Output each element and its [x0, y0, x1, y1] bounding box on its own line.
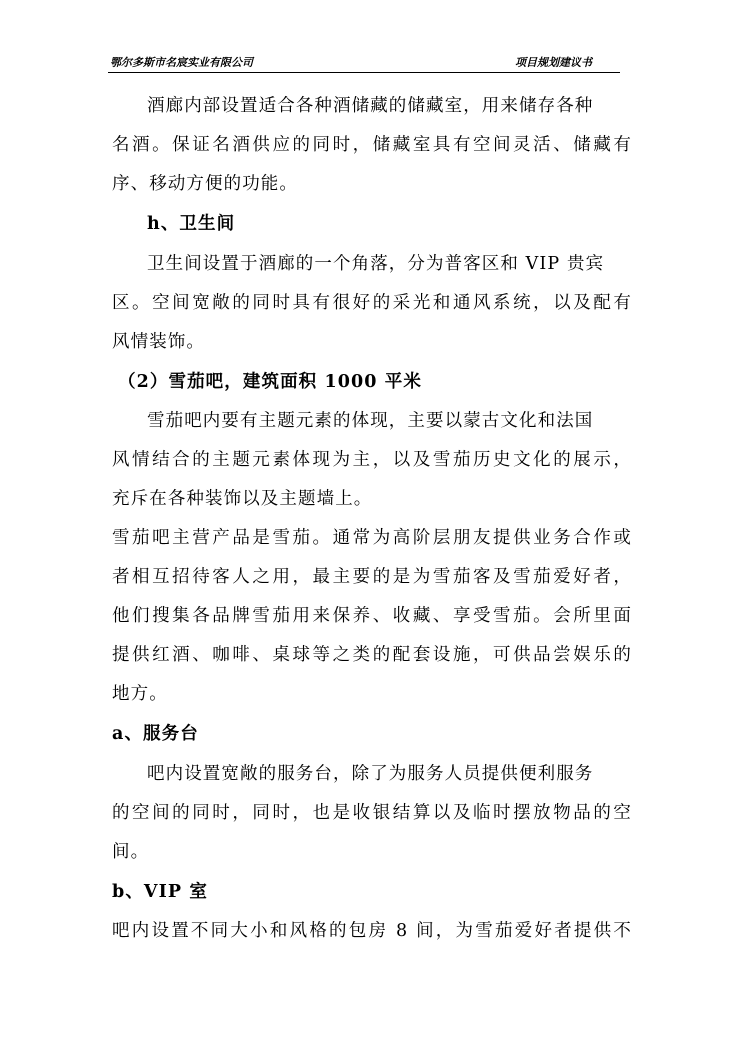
- paragraph-line: 提供红酒、咖啡、桌球等之类的配套设施，可供品尝娱乐的: [112, 645, 632, 665]
- paragraph-line: 名酒。保证名酒供应的同时，储藏室具有空间灵活、储藏有: [112, 135, 632, 155]
- paragraph-line: 雪茄吧主营产品是雪茄。通常为高阶层朋友提供业务合作或: [112, 528, 632, 548]
- paragraph-line: 风情结合的主题元素体现为主，以及雪茄历史文化的展示，: [112, 450, 632, 470]
- page-header: [108, 52, 620, 73]
- header-company-name: 鄂尔多斯市名宸实业有限公司: [110, 56, 253, 69]
- paragraph-line: 风情装饰。: [112, 332, 205, 352]
- paragraph-line: 区。空间宽敞的同时具有很好的采光和通风系统，以及配有: [112, 293, 632, 313]
- section-heading: a、服务台: [112, 724, 199, 744]
- section-heading: b、VIP 室: [112, 882, 208, 902]
- paragraph-line: 地方。: [112, 684, 168, 704]
- paragraph-line: 雪茄吧内要有主题元素的体现，主要以蒙古文化和法国: [147, 411, 594, 431]
- paragraph-line: 充斥在各种装饰以及主题墙上。: [112, 489, 373, 509]
- paragraph-line: 者相互招待客人之用，最主要的是为雪茄客及雪茄爱好者，: [112, 567, 632, 587]
- section-heading: （2）雪茄吧，建筑面积 1000 平米: [118, 372, 422, 392]
- paragraph-line: 吧内设置不同大小和风格的包房 8 间，为雪茄爱好者提供不: [112, 921, 632, 941]
- section-heading: h、卫生间: [147, 214, 236, 234]
- paragraph-line: 酒廊内部设置适合各种酒储藏的储藏室，用来储存各种: [147, 96, 594, 116]
- paragraph-line: 序、移动方便的功能。: [112, 174, 298, 194]
- paragraph-line: 吧内设置宽敞的服务台，除了为服务人员提供便利服务: [147, 764, 594, 784]
- paragraph-line: 卫生间设置于酒廊的一个角落，分为普客区和 VIP 贵宾: [147, 254, 605, 274]
- paragraph-line: 间。: [112, 842, 150, 862]
- paragraph-line: 的空间的同时，同时，也是收银结算以及临时摆放物品的空: [112, 803, 632, 823]
- paragraph-line: 他们搜集各品牌雪茄用来保养、收藏、享受雪茄。会所里面: [112, 606, 632, 626]
- header-document-title: 项目规划建议书: [515, 56, 592, 69]
